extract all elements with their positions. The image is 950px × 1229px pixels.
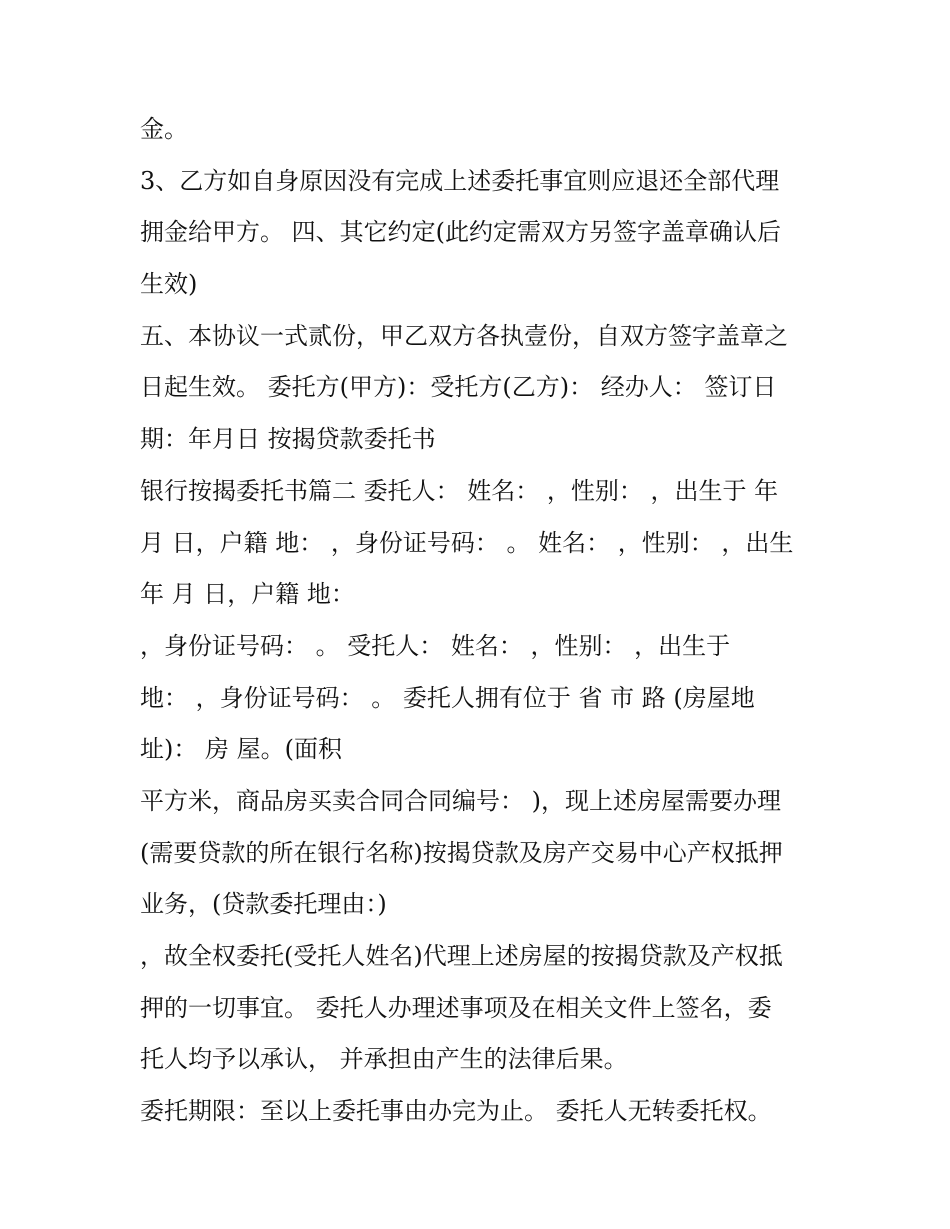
text-line: 址)： 房 屋。(面积 — [140, 735, 342, 764]
text-line: 平方米，商品房买卖合同合同编号： )，现上述房屋需要办理 — [140, 786, 781, 815]
text-line: 期：年月日 按揭贷款委托书 — [140, 425, 436, 454]
text-line: 生效) — [140, 270, 198, 299]
text-line: 押的一切事宜。 委托人办理述事项及在相关文件上签名，委 — [140, 993, 772, 1022]
text-line: 金。 — [140, 115, 188, 143]
text-line: ，故全权委托(受托人姓名)代理上述房屋的按揭贷款及产权抵 — [140, 942, 783, 970]
text-line: 五、本协议一式贰份，甲乙双方各执壹份，自双方签字盖章之 — [140, 321, 788, 350]
text-line: 3、乙方如自身原因没有完成上述委托事宜则应退还全部代理 — [140, 166, 780, 195]
text-line: 委托期限：至以上委托事由办完为止。 委托人无转委托权。 — [140, 1097, 772, 1126]
text-line: 拥金给甲方。 四、其它约定(此约定需双方另签字盖章确认后 — [140, 218, 781, 247]
text-line: 年 月 日，户籍 地： — [140, 580, 355, 609]
text-line: 日起生效。 委托方(甲方)：受托方(乙方)： 经办人： 签订日 — [140, 373, 777, 402]
text-line: 地： ，身份证号码： 。 委托人拥有位于 省 市 路 (房屋地 — [140, 683, 755, 712]
text-line: (需要贷款的所在银行名称)按揭贷款及房产交易中心产权抵押 — [140, 838, 783, 867]
text-line: ，身份证号码： 。 受托人： 姓名： ，性别： ，出生于 — [140, 631, 731, 660]
text-line: 银行按揭委托书篇二 委托人： 姓名： ，性别： ，出生于 年 — [140, 476, 779, 505]
text-line: 月 日，户籍 地： ，身份证号码： 。 姓名： ，性别： ，出生 — [140, 528, 794, 557]
text-line: 托人均予以承认， 并承担由产生的法律后果。 — [140, 1045, 628, 1074]
text-line: 业务，(贷款委托理由：) — [140, 890, 387, 919]
document-body — [140, 104, 830, 1138]
